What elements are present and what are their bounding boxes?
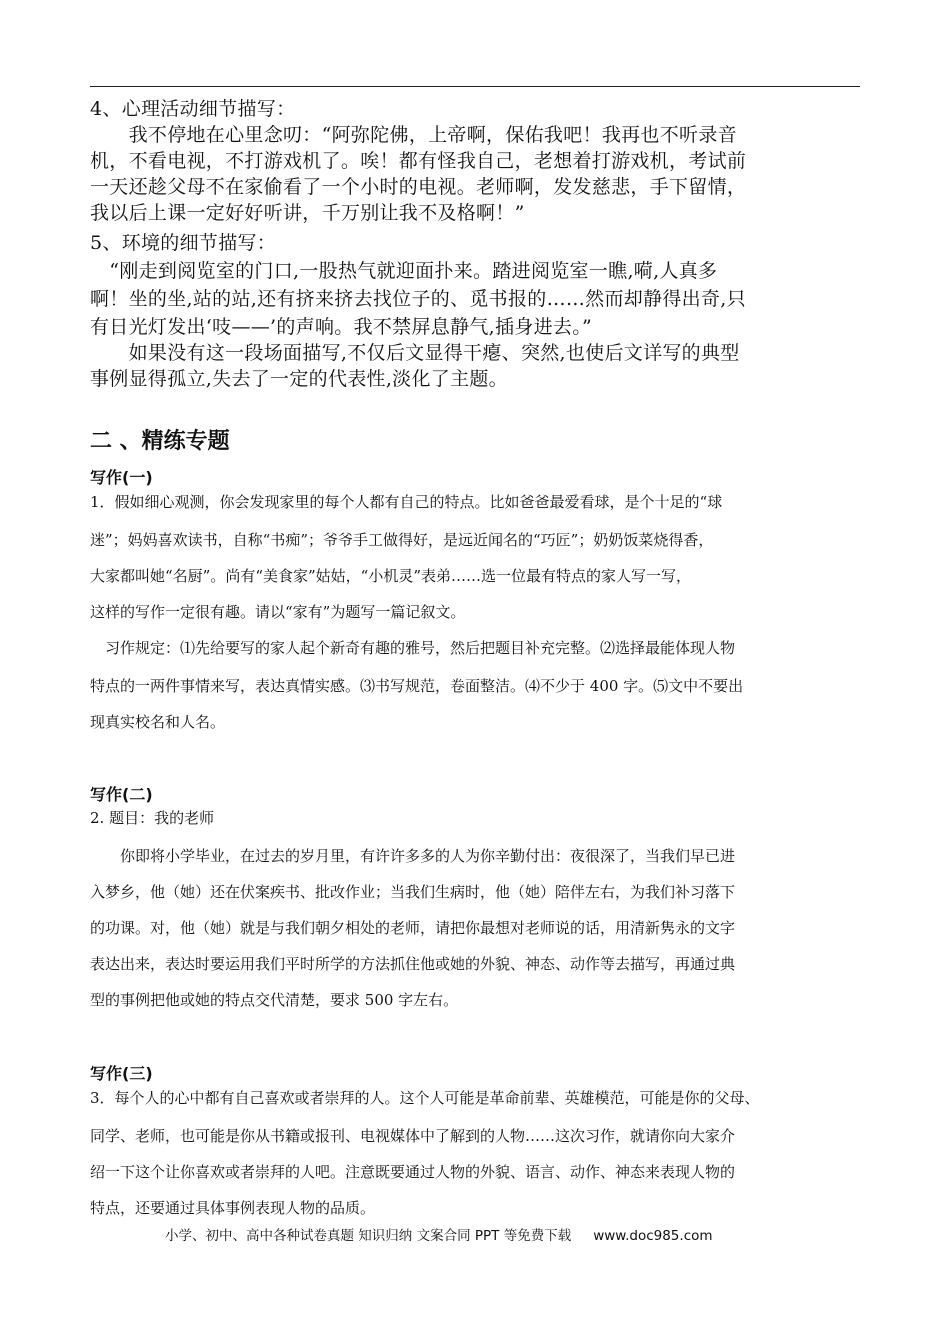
writing3-line-4: 特点，还要通过具体事例表现人物的品质。 [90, 1199, 376, 1217]
writing2-line-5: 型的事例把他或她的特点交代清楚，要求 500 字左右。 [90, 991, 459, 1009]
writing3-heading: 写作(三) [90, 1064, 153, 1083]
writing2-line-4: 表达出来，表达时要运用我们平时所学的方法抓住他或她的外貌、神态、动作等去描写，再通过典 [90, 955, 736, 973]
writing2-heading: 写作(二) [90, 785, 153, 804]
section4-line-4: 我以后上课一定好好听讲，千万别让我不及格啊！” [90, 202, 525, 224]
section5-line-5: 事例显得孤立,失去了一定的代表性,淡化了主题。 [90, 368, 508, 390]
writing1-line-4: 这样的写作一定很有趣。请以“家有”为题写一篇记叙文。 [90, 603, 466, 621]
section5-line-2: 啊！坐的坐,站的站,还有挤来挤去找位子的、觅书报的……然而却静得出奇,只 [90, 288, 746, 310]
writing1-line-6: 特点的一两件事情来写，表达真情实感。⑶书写规范，卷面整洁。⑷不少于 400 字。⑸文中不要出 [90, 677, 744, 695]
header-rule [90, 86, 860, 87]
writing2-line-2: 入梦乡，他（她）还在伏案疾书、批改作业；当我们生病时，他（她）陪伴左右，为我们补习落下 [90, 883, 736, 901]
section4-line-3: 一天还趁父母不在家偷看了一个小时的电视。老师啊，发发慈悲，手下留情， [90, 176, 747, 198]
writing3-line-2: 同学、老师，也可能是你从书籍或报刊、电视媒体中了解到的人物……这次习作，就请你向大家介 [90, 1127, 736, 1145]
writing2-title: 2. 题目：我的老师 [90, 809, 215, 827]
page-footer [165, 1226, 845, 1246]
writing1-line-5: 习作规定：⑴先给要写的家人起个新奇有趣的雅号，然后把题目补充完整。⑵选择最能体现人物 [90, 639, 736, 657]
part2-heading: 二 、精练专题 [90, 429, 230, 454]
section5-line-3: 有日光灯发出‘吱——’的声响。我不禁屏息静气,插身进去。” [90, 316, 593, 338]
section5-heading: 5、环境的细节描写： [90, 232, 277, 254]
writing1-heading: 写作(一) [90, 468, 153, 487]
writing3-line-3: 绍一下这个让你喜欢或者崇拜的人吧。注意既要通过人物的外貌、语言、动作、神态来表现人物的 [90, 1163, 736, 1181]
footer-text: 小学、初中、高中各种试卷真题 知识归纳 文案合同 PPT 等免费下载 [165, 1228, 572, 1244]
section4-heading: 4、心理活动细节描写： [90, 98, 296, 120]
writing2-line-3: 的功课。对，他（她）就是与我们朝夕相处的老师，请把你最想对老师说的话，用清新隽永的文字 [90, 919, 736, 937]
section4-line-2: 机，不看电视，不打游戏机了。唉！都有怪我自己，老想着打游戏机，考试前 [90, 150, 747, 172]
footer-url[interactable]: www.doc985.com [593, 1228, 713, 1244]
writing1-line-3: 大家都叫她“名厨”。尚有“美食家”姑姑，“小机灵”表弟……选一位最有特点的家人写一写， [90, 567, 692, 585]
writing1-line-7: 现真实校名和人名。 [90, 713, 226, 731]
writing1-line-1: 1．假如细心观测，你会发现家里的每个人都有自己的特点。比如爸爸最爱看球，是个十足的“球 [90, 493, 723, 511]
section4-line-1: 我不停地在心里念叨：“阿弥陀佛，上帝啊，保佑我吧！我再也不听录音 [90, 124, 737, 146]
section5-line-1: “刚走到阅览室的门口,一股热气就迎面扑来。踏进阅览室一瞧,嗬,人真多 [90, 260, 718, 282]
writing3-line-1: 3．每个人的心中都有自己喜欢或者崇拜的人。这个人可能是革命前辈、英雄模范，可能是你的父母、 [90, 1089, 760, 1107]
writing1-line-2: 迷”；妈妈喜欢读书，自称“书痴”；爷爷手工做得好，是远近闻名的“巧匠”；奶奶饭菜烧得香， [90, 531, 714, 549]
section5-line-4: 如果没有这一段场面描写,不仅后文显得干瘪、突然,也使后文详写的典型 [90, 342, 740, 364]
writing2-line-1: 你即将小学毕业，在过去的岁月里，有许许多多的人为你辛勤付出：夜很深了，当我们早已进 [90, 847, 736, 865]
